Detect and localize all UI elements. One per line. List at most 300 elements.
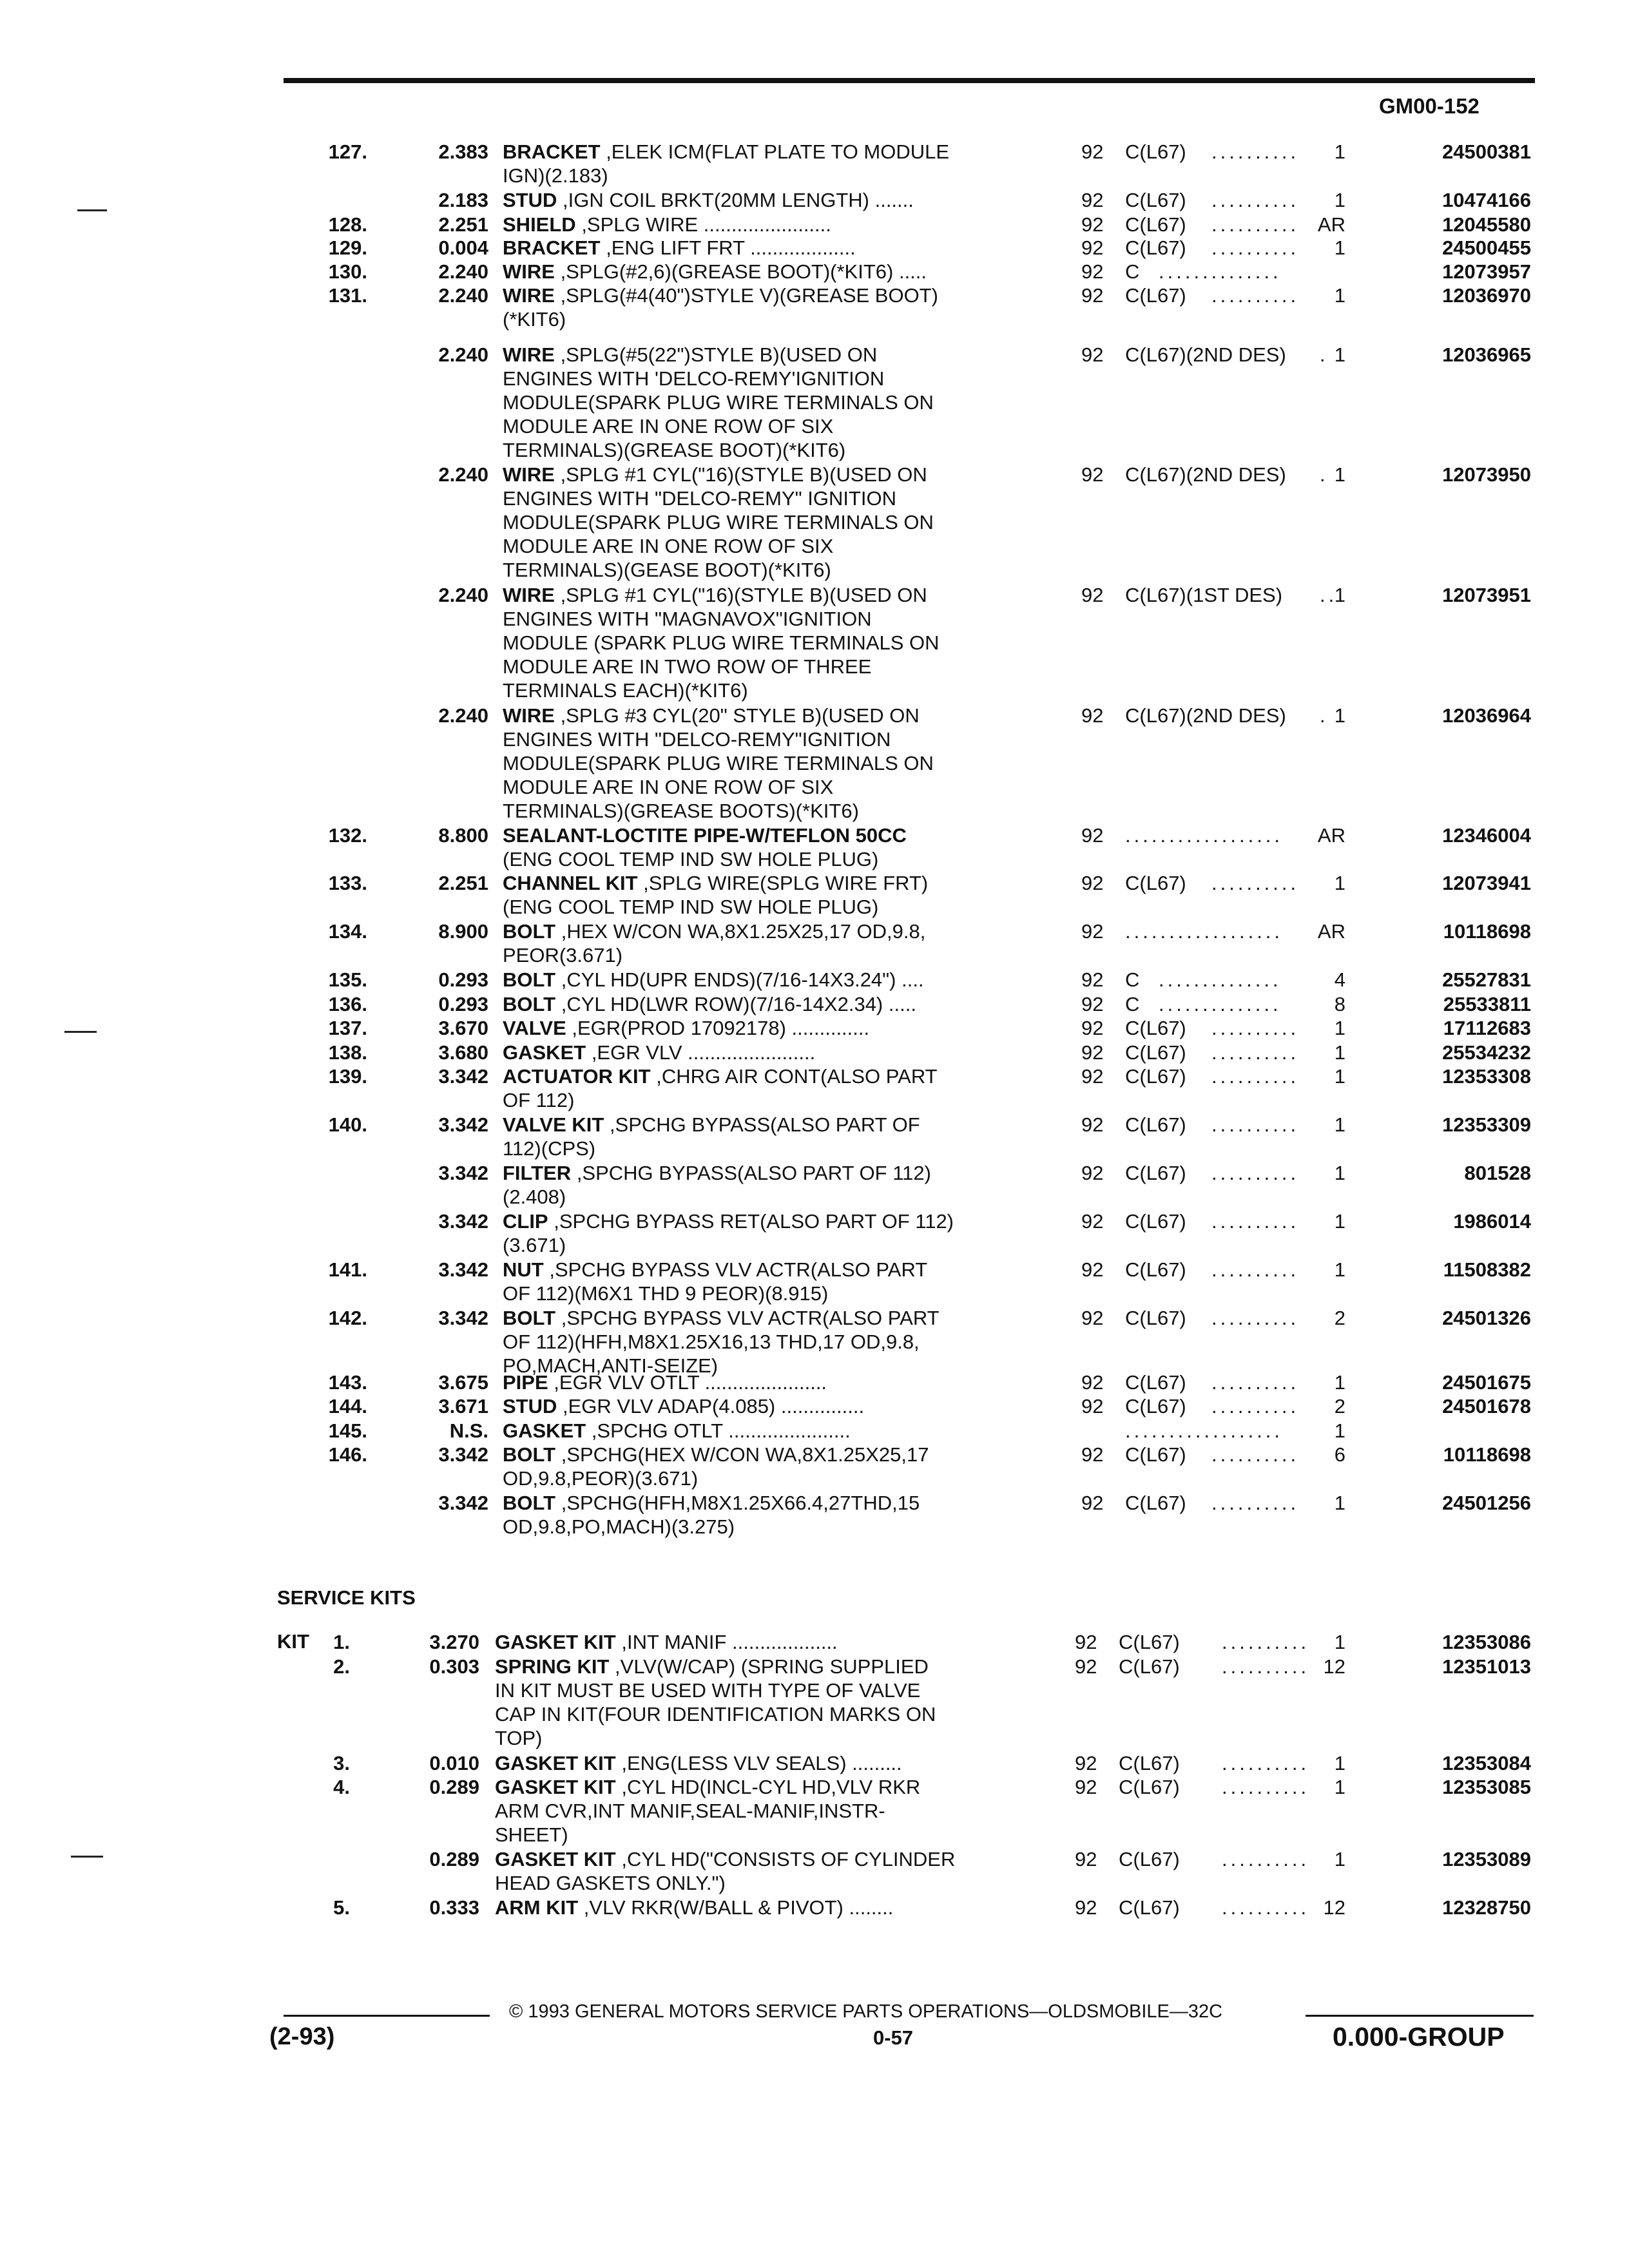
group-number: 0.289 [429, 1848, 479, 1870]
part-name: CLIP [503, 1210, 548, 1233]
group-number: 0.303 [429, 1655, 479, 1678]
quantity: 1 [1334, 1017, 1345, 1039]
model-year: 92 [1081, 343, 1104, 366]
part-name: GASKET KIT [495, 1776, 616, 1798]
part-name: VALVE [503, 1017, 566, 1039]
group-number: 2.383 [438, 140, 488, 163]
description-continuation: ENGINES WITH "DELCO-REMY"IGNITION [503, 728, 891, 751]
part-detail: ,ENG(LESS VLV SEALS) ......... [621, 1752, 902, 1774]
leader-dots: .................. [1125, 824, 1284, 847]
description-line [503, 919, 925, 943]
description-continuation: TERMINALS)(GREASE BOOTS)(*KIT6) [503, 800, 859, 822]
part-number: 12353086 [1442, 1631, 1531, 1653]
leader-dots: .......... [1222, 1752, 1310, 1774]
model-year: 92 [1075, 1896, 1097, 1919]
item-ref: 129. [328, 236, 367, 259]
item-ref: 140. [328, 1113, 367, 1136]
model-code: C(L67) [1125, 1041, 1186, 1064]
part-number: 12073950 [1442, 463, 1531, 486]
leader-dots: .......... [1211, 1492, 1300, 1514]
description-line [495, 1896, 893, 1919]
part-description [503, 213, 831, 236]
part-description [503, 343, 934, 462]
part-detail: ,INT MANIF ................... [621, 1631, 838, 1653]
part-number: 12353308 [1442, 1065, 1531, 1088]
part-detail: ,SPLG(#2,6)(GREASE BOOT)(*KIT6) ..... [560, 260, 927, 283]
leader-dots: .......... [1211, 1395, 1300, 1418]
leader-dots: .......... [1222, 1776, 1310, 1798]
part-name: SEALANT-LOCTITE PIPE-W/TEFLON 50CC [503, 824, 907, 847]
description-line [503, 1161, 931, 1185]
part-description [503, 583, 940, 702]
quantity: 1 [1334, 872, 1345, 894]
group-number: 2.240 [438, 284, 488, 307]
model-code: C(L67) [1125, 236, 1186, 259]
quantity: AR [1317, 920, 1345, 943]
model-year: 92 [1081, 1017, 1104, 1039]
description-continuation: PEOR(3.671) [503, 944, 623, 966]
item-ref: 135. [328, 968, 367, 991]
leader-dots: .......... [1211, 1041, 1300, 1064]
quantity: 1 [1334, 189, 1345, 211]
part-detail: ,SPLG #1 CYL("16)(STYLE B)(USED ON [560, 584, 927, 606]
group-number: 2.240 [438, 584, 488, 606]
part-description [503, 1370, 827, 1394]
quantity: 1 [1334, 1752, 1345, 1774]
description-continuation: MODULE(SPARK PLUG WIRE TERMINALS ON [503, 752, 934, 774]
leader-dots: .................. [1125, 920, 1284, 943]
description-continuation: (ENG COOL TEMP IND SW HOLE PLUG) [503, 896, 879, 918]
item-ref: 146. [328, 1443, 367, 1466]
model-code: C [1125, 968, 1140, 991]
part-number: 12036970 [1442, 284, 1531, 307]
item-ref: 145. [328, 1419, 367, 1442]
item-ref: 1. [333, 1631, 350, 1653]
item-ref: 127. [328, 140, 367, 163]
description-line [503, 823, 907, 847]
quantity: 1 [1334, 1210, 1345, 1233]
quantity: 1 [1334, 1371, 1345, 1394]
description-line [503, 1113, 920, 1137]
group-number: 0.293 [438, 993, 488, 1015]
model-code: C(L67) [1125, 1113, 1186, 1136]
part-description [503, 1306, 940, 1378]
item-ref: 3. [333, 1752, 350, 1774]
model-year: 92 [1081, 1162, 1104, 1184]
group-number: 3.342 [438, 1210, 488, 1233]
group-number: 0.293 [438, 968, 488, 991]
part-number: 10118698 [1443, 920, 1531, 943]
item-ref: 141. [328, 1258, 367, 1281]
part-detail: ,CYL HD("CONSISTS OF CYLINDER [621, 1848, 956, 1870]
leader-dots: .................. [1125, 1419, 1284, 1442]
part-description [503, 140, 949, 187]
model-code: C(L67) [1119, 1848, 1180, 1870]
part-number: 24500381 [1442, 140, 1531, 163]
model-year: 92 [1081, 1492, 1104, 1514]
item-ref: 128. [328, 213, 367, 236]
item-ref: 136. [328, 993, 367, 1015]
model-code: C(L67) [1125, 1307, 1186, 1329]
part-name: FILTER [503, 1162, 572, 1184]
part-detail: ,CHRG AIR CONT(ALSO PART [656, 1065, 938, 1088]
part-description [503, 1161, 931, 1209]
item-ref: 5. [333, 1896, 350, 1919]
part-description [503, 1016, 869, 1040]
quantity: AR [1317, 824, 1345, 847]
description-continuation: TOP) [495, 1727, 543, 1749]
description-continuation: (3.671) [503, 1234, 566, 1256]
description-continuation: MODULE ARE IN ONE ROW OF SIX [503, 776, 834, 798]
model-code: C [1125, 260, 1140, 283]
part-detail: ,EGR VLV ....................... [591, 1041, 816, 1064]
group-number: N.S. [449, 1419, 488, 1442]
part-description [503, 968, 924, 992]
part-number: 10118698 [1443, 1443, 1531, 1466]
part-number: 24500455 [1442, 236, 1531, 259]
item-ref: 130. [328, 260, 367, 283]
part-description [495, 1630, 838, 1654]
part-number: 24501675 [1442, 1371, 1531, 1394]
item-ref: 133. [328, 872, 367, 894]
description-continuation: MODULE(SPARK PLUG WIRE TERMINALS ON [503, 391, 934, 414]
leader-dots: .......... [1211, 284, 1300, 307]
quantity: 1 [1334, 1162, 1345, 1184]
part-number: 12036965 [1442, 343, 1531, 366]
model-code: C(L67) [1125, 284, 1186, 307]
description-line [503, 871, 928, 895]
model-code: C(L67) [1125, 1371, 1186, 1394]
item-ref: 142. [328, 1307, 367, 1329]
group-number: 0.333 [429, 1896, 479, 1919]
part-detail: ,ENG LIFT FRT ................... [606, 236, 856, 259]
part-number: 17112683 [1443, 1017, 1531, 1039]
description-continuation: IGN)(2.183) [503, 164, 608, 187]
leader-dots: . [1320, 343, 1329, 366]
part-name: WIRE [503, 284, 555, 307]
part-detail: ,SPCHG BYPASS(ALSO PART OF [609, 1113, 920, 1136]
model-code: C(L67) [1119, 1631, 1180, 1653]
leader-dots: .......... [1222, 1896, 1310, 1919]
description-continuation: (2.408) [503, 1186, 566, 1208]
model-code: C(L67) [1119, 1752, 1180, 1774]
description-line [503, 1394, 864, 1418]
group-number: 3.342 [438, 1065, 488, 1088]
model-code: C(L67)(2ND DES) [1125, 704, 1286, 727]
part-name: BOLT [503, 993, 556, 1015]
model-year: 92 [1081, 920, 1104, 943]
part-description [503, 1064, 938, 1112]
part-detail: ,CYL HD(LWR ROW)(7/16-14X2.34) ..... [561, 993, 916, 1015]
part-description [503, 236, 856, 260]
group-number: 3.670 [438, 1017, 488, 1039]
item-ref: 138. [328, 1041, 367, 1064]
description-line [503, 1370, 827, 1394]
leader-dots: .......... [1211, 189, 1300, 211]
quantity: AR [1317, 213, 1345, 236]
quantity: 1 [1334, 1848, 1345, 1870]
quantity: 1 [1334, 284, 1345, 307]
quantity: 1 [1334, 1492, 1345, 1514]
item-ref: 2. [333, 1655, 350, 1678]
leader-dots: .......... [1211, 236, 1300, 259]
leader-dots: .......... [1211, 1017, 1300, 1039]
footer-date: (2-93) [269, 2023, 335, 2050]
description-continuation: ENGINES WITH 'DELCO-REMY'IGNITION [503, 367, 885, 390]
model-year: 92 [1081, 993, 1104, 1015]
description-continuation: MODULE(SPARK PLUG WIRE TERMINALS ON [503, 511, 934, 533]
description-line [503, 188, 914, 212]
model-code: C(L67) [1125, 1017, 1186, 1039]
item-ref: 4. [333, 1776, 350, 1798]
description-line [495, 1847, 955, 1871]
part-detail: ,SPLG #3 CYL(20" STYLE B)(USED ON [560, 704, 920, 727]
description-continuation: MODULE ARE IN TWO ROW OF THREE [503, 655, 872, 678]
quantity: 2 [1334, 1307, 1345, 1329]
footer-copyright: © 1993 GENERAL MOTORS SERVICE PARTS OPERATIONS—OLDSMOBILE—32C [509, 2001, 1223, 2022]
model-year: 92 [1081, 236, 1104, 259]
part-number: 24501326 [1442, 1307, 1531, 1329]
leader-dots: .......... [1211, 1113, 1300, 1136]
part-description [503, 992, 916, 1016]
model-year: 92 [1081, 1113, 1104, 1136]
part-detail: ,SPLG WIRE ....................... [581, 213, 831, 236]
description-continuation: (ENG COOL TEMP IND SW HOLE PLUG) [503, 848, 879, 870]
group-number: 3.270 [429, 1631, 479, 1653]
leader-dots: .......... [1211, 1307, 1300, 1329]
leader-dots: .......... [1211, 213, 1300, 236]
description-line [503, 583, 940, 607]
part-detail: ,EGR VLV OTLT ...................... [554, 1371, 827, 1394]
part-number: 12036964 [1442, 704, 1531, 727]
description-continuation: CAP IN KIT(FOUR IDENTIFICATION MARKS ON [495, 1703, 936, 1725]
model-code: C(L67) [1125, 1443, 1186, 1466]
part-description [503, 1209, 954, 1257]
part-name: SPRING KIT [495, 1655, 610, 1678]
group-number: 2.183 [438, 189, 488, 211]
part-detail: ,SPLG(#5(22")STYLE B)(USED ON [560, 343, 878, 366]
model-code: C(L67) [1125, 213, 1186, 236]
description-line [503, 992, 916, 1016]
part-name: BOLT [503, 1443, 556, 1466]
description-continuation: MODULE ARE IN ONE ROW OF SIX [503, 535, 834, 557]
part-detail: ,IGN COIL BRKT(20MM LENGTH) ....... [563, 189, 914, 211]
description-line [495, 1751, 902, 1775]
description-continuation: TERMINALS)(GREASE BOOT)(*KIT6) [503, 439, 846, 461]
description-continuation: ENGINES WITH "MAGNAVOX"IGNITION [503, 608, 872, 630]
footer-rule-left [284, 2015, 490, 2017]
part-number: 12045580 [1442, 213, 1531, 236]
description-line [503, 1064, 938, 1088]
part-detail: ,SPLG #1 CYL("16)(STYLE B)(USED ON [560, 463, 927, 486]
item-ref: 132. [328, 824, 367, 847]
description-continuation: OD,9.8,PO,MACH)(3.275) [503, 1515, 735, 1538]
item-ref: 143. [328, 1371, 367, 1394]
part-detail: ,EGR VLV ADAP(4.085) ............... [563, 1395, 865, 1418]
part-detail: ,SPCHG OTLT ...................... [591, 1419, 851, 1442]
part-detail: ,CYL HD(INCL-CYL HD,VLV RKR [621, 1776, 921, 1798]
model-code: C(L67) [1125, 140, 1186, 163]
model-code: C(L67) [1125, 872, 1186, 894]
part-name: WIRE [503, 704, 555, 727]
model-year: 92 [1081, 704, 1104, 727]
description-line [495, 1775, 920, 1799]
leader-dots: .......... [1211, 1210, 1300, 1233]
model-year: 92 [1081, 1065, 1104, 1088]
part-description [503, 1258, 927, 1305]
part-name: WIRE [503, 260, 555, 283]
quantity: 4 [1334, 968, 1345, 991]
description-line [503, 1041, 815, 1064]
part-number: 12353085 [1442, 1776, 1531, 1798]
leader-dots: . [1320, 704, 1329, 727]
part-detail: ,VLV RKR(W/BALL & PIVOT) ........ [583, 1896, 894, 1919]
part-detail: ,HEX W/CON WA,8X1.25X25,17 OD,9.8, [561, 920, 926, 943]
model-code: C(L67) [1119, 1776, 1180, 1798]
group-number: 2.251 [438, 872, 488, 894]
description-continuation: HEAD GASKETS ONLY.") [495, 1872, 726, 1894]
group-number: 2.240 [438, 463, 488, 486]
part-name: BOLT [503, 920, 556, 943]
description-continuation: PO,MACH,ANTI-SEIZE) [503, 1354, 718, 1377]
description-line [503, 1306, 940, 1330]
leader-dots: .. [1320, 584, 1338, 606]
service-kits-heading: SERVICE KITS [277, 1586, 416, 1609]
model-code: C(L67)(2ND DES) [1125, 343, 1286, 366]
description-line [503, 463, 934, 486]
item-ref: 131. [328, 284, 367, 307]
part-number: 12073941 [1442, 872, 1531, 894]
part-name: GASKET [503, 1419, 586, 1442]
model-code: C(L67) [1125, 1395, 1186, 1418]
leader-dots: .............. [1159, 968, 1282, 991]
part-name: WIRE [503, 343, 555, 366]
part-name: STUD [503, 189, 557, 211]
quantity: 1 [1334, 343, 1345, 366]
quantity: 12 [1323, 1896, 1345, 1919]
item-ref: 134. [328, 920, 367, 943]
model-year: 92 [1081, 1307, 1104, 1329]
group-number: 3.671 [438, 1395, 488, 1418]
part-number: 12346004 [1442, 824, 1531, 847]
part-description [503, 188, 914, 212]
leader-dots: .......... [1211, 1371, 1300, 1394]
part-number: 12328750 [1442, 1896, 1531, 1919]
group-number: 0.004 [438, 236, 488, 259]
part-description [503, 704, 934, 823]
description-continuation: SHEET) [495, 1823, 568, 1846]
part-name: GASKET KIT [495, 1752, 616, 1774]
part-detail: ,CYL HD(UPR ENDS)(7/16-14X3.24") .... [561, 968, 924, 991]
group-number: 3.342 [438, 1307, 488, 1329]
part-description [503, 1394, 864, 1418]
description-continuation: TERMINALS EACH)(*KIT6) [503, 679, 748, 702]
model-code: C(L67)(1ST DES) [1125, 584, 1283, 606]
part-description [495, 1655, 936, 1750]
quantity: 1 [1334, 1258, 1345, 1281]
part-name: VALVE KIT [503, 1113, 604, 1136]
part-description [503, 1491, 920, 1539]
model-year: 92 [1081, 1371, 1104, 1394]
group-number: 3.342 [438, 1258, 488, 1281]
leader-dots: .............. [1159, 260, 1282, 283]
part-number: 25533811 [1443, 993, 1531, 1015]
item-ref: 139. [328, 1065, 367, 1088]
part-name: BRACKET [503, 140, 601, 163]
part-detail: ,EGR(PROD 17092178) .............. [572, 1017, 870, 1039]
part-description [503, 823, 907, 871]
model-year: 92 [1081, 213, 1104, 236]
description-line [503, 140, 949, 164]
description-continuation: (*KIT6) [503, 308, 566, 331]
model-year: 92 [1081, 872, 1104, 894]
model-year: 92 [1081, 584, 1104, 606]
description-line [503, 1209, 954, 1233]
quantity: 2 [1334, 1395, 1345, 1418]
group-number: 2.240 [438, 704, 488, 727]
group-number: 3.680 [438, 1041, 488, 1064]
hole-punch-mark [64, 1031, 97, 1033]
description-line [495, 1655, 936, 1678]
part-name: NUT [503, 1258, 544, 1281]
group-number: 2.240 [438, 343, 488, 366]
part-description [495, 1775, 920, 1847]
description-line [503, 343, 934, 367]
top-rule [284, 78, 1535, 83]
quantity: 1 [1334, 1113, 1345, 1136]
quantity: 12 [1323, 1655, 1345, 1678]
part-name: ACTUATOR KIT [503, 1065, 651, 1088]
model-year: 92 [1081, 1041, 1104, 1064]
quantity: 1 [1334, 1419, 1345, 1442]
model-code: C(L67) [1119, 1655, 1180, 1678]
part-detail: ,SPCHG BYPASS VLV ACTR(ALSO PART [561, 1307, 940, 1329]
group-number: 3.342 [438, 1443, 488, 1466]
group-number: 2.240 [438, 260, 488, 283]
model-year: 92 [1081, 1395, 1104, 1418]
part-number: 12353089 [1442, 1848, 1531, 1870]
part-description [503, 1443, 929, 1490]
leader-dots: .......... [1211, 1258, 1300, 1281]
footer-group: 0.000-GROUP [1333, 2022, 1505, 2052]
description-continuation: ENGINES WITH "DELCO-REMY" IGNITION [503, 487, 897, 510]
description-continuation: MODULE (SPARK PLUG WIRE TERMINALS ON [503, 631, 940, 654]
part-name: BOLT [503, 1307, 556, 1329]
part-description [495, 1751, 902, 1775]
description-continuation: OF 112)(M6X1 THD 9 PEOR)(8.915) [503, 1282, 829, 1305]
part-number: 12073957 [1442, 260, 1531, 283]
part-number: 24501678 [1442, 1395, 1531, 1418]
leader-dots: .......... [1222, 1655, 1310, 1678]
leader-dots: .......... [1211, 872, 1300, 894]
part-number: 12353084 [1442, 1752, 1531, 1774]
description-line [503, 1016, 869, 1040]
part-description [495, 1847, 955, 1895]
part-name: CHANNEL KIT [503, 872, 638, 894]
part-description [503, 919, 925, 967]
description-continuation: TERMINALS)(GEASE BOOT)(*KIT6) [503, 559, 831, 581]
model-year: 92 [1075, 1655, 1097, 1678]
quantity: 1 [1334, 1631, 1345, 1653]
description-line [495, 1630, 838, 1654]
quantity: 1 [1334, 1776, 1345, 1798]
description-line [503, 284, 938, 307]
part-name: GASKET [503, 1041, 586, 1064]
group-number: 0.289 [429, 1776, 479, 1798]
description-line [503, 704, 934, 727]
catalog-code: GM00-152 [1379, 94, 1480, 118]
footer-page-number: 0-57 [873, 2026, 914, 2049]
